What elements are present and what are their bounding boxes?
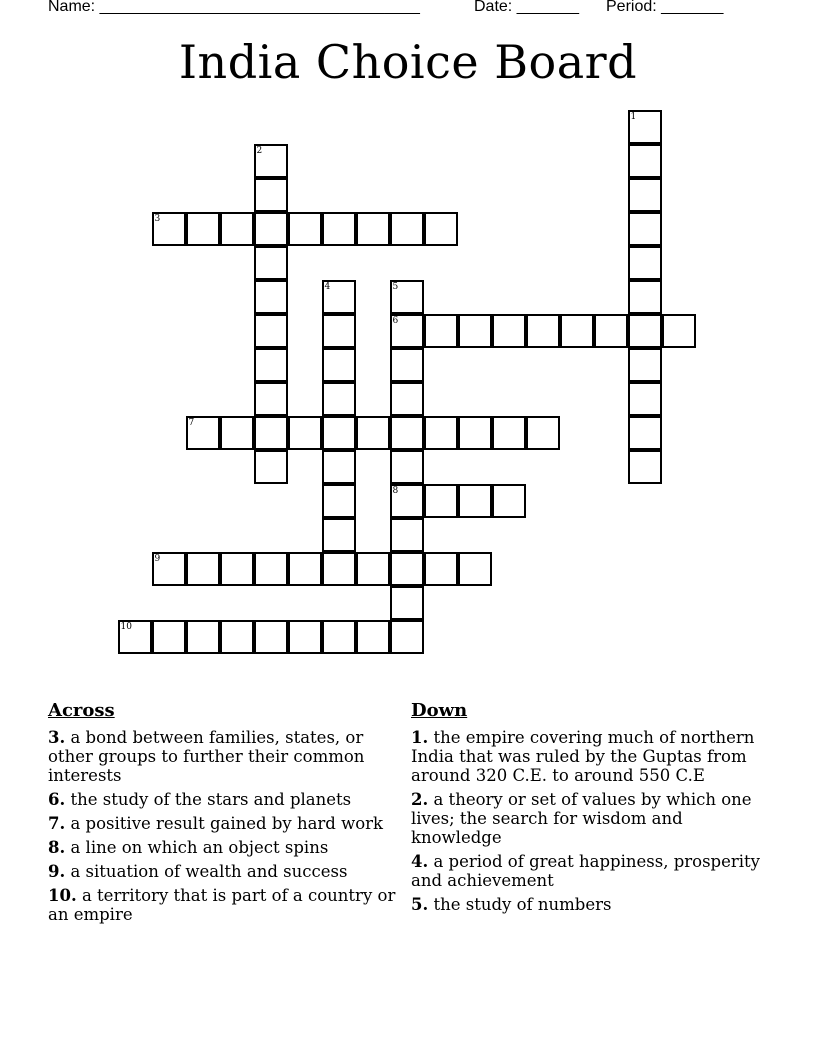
crossword-cell[interactable] bbox=[322, 552, 356, 586]
crossword-cell[interactable] bbox=[288, 212, 322, 246]
clue-number: 9 bbox=[154, 554, 161, 564]
clue-number: 6 bbox=[392, 316, 399, 326]
crossword-cell[interactable] bbox=[220, 552, 254, 586]
crossword-cell[interactable] bbox=[322, 212, 356, 246]
across-heading: Across bbox=[48, 700, 115, 721]
clue-across: 7. a positive result gained by hard work bbox=[48, 814, 384, 833]
clue-across: 8. a line on which an object spins bbox=[48, 838, 329, 857]
crossword-cell[interactable] bbox=[390, 586, 424, 620]
crossword-cell[interactable] bbox=[254, 280, 288, 314]
crossword-cell[interactable] bbox=[390, 518, 424, 552]
down-clues bbox=[411, 700, 776, 919]
clue-number: 4 bbox=[324, 282, 331, 292]
crossword-cell[interactable] bbox=[254, 314, 288, 348]
crossword-cell[interactable] bbox=[254, 348, 288, 382]
clue-down: 1. the empire covering much of northern India that was ruled by the Guptas from around 320 C.E. to around 550 C.E bbox=[411, 728, 755, 785]
crossword-cell[interactable] bbox=[390, 212, 424, 246]
crossword-cell[interactable] bbox=[628, 280, 662, 314]
crossword-cell[interactable] bbox=[560, 314, 594, 348]
clue-across: 3. a bond between families, states, or other groups to further their common interests bbox=[48, 728, 365, 785]
crossword-cell[interactable] bbox=[322, 484, 356, 518]
crossword-cell[interactable] bbox=[152, 212, 186, 246]
down-heading: Down bbox=[411, 700, 468, 721]
name-field-label: Name: ____________________________________ bbox=[48, 0, 420, 15]
clue-down: 5. the study of numbers bbox=[411, 895, 612, 914]
clue-down: 4. a period of great happiness, prosperity and achievement bbox=[411, 852, 760, 890]
clue-number: 7 bbox=[188, 418, 195, 428]
crossword-cell[interactable] bbox=[254, 178, 288, 212]
crossword-cell[interactable] bbox=[322, 450, 356, 484]
crossword-cell[interactable] bbox=[322, 416, 356, 450]
crossword-cell[interactable] bbox=[628, 246, 662, 280]
crossword-cell[interactable] bbox=[152, 620, 186, 654]
crossword-cell[interactable] bbox=[526, 416, 560, 450]
crossword-cell[interactable] bbox=[390, 552, 424, 586]
crossword-cell[interactable] bbox=[492, 314, 526, 348]
crossword-cell[interactable] bbox=[492, 416, 526, 450]
crossword-cell[interactable] bbox=[186, 620, 220, 654]
crossword-cell[interactable] bbox=[220, 212, 254, 246]
crossword-cell[interactable] bbox=[458, 416, 492, 450]
crossword-cell[interactable] bbox=[424, 484, 458, 518]
crossword-cell[interactable] bbox=[628, 144, 662, 178]
crossword-cell[interactable] bbox=[254, 552, 288, 586]
crossword-cell[interactable] bbox=[118, 620, 152, 654]
crossword-cell[interactable] bbox=[356, 212, 390, 246]
date-field-label: Date: _______ bbox=[474, 0, 579, 15]
crossword-cell[interactable] bbox=[254, 382, 288, 416]
clue-down: 2. a theory or set of values by which one lives; the search for wisdom and knowledge bbox=[411, 790, 752, 847]
clue-across: 9. a situation of wealth and success bbox=[48, 862, 348, 881]
page-title: India Choice Board bbox=[178, 35, 638, 89]
crossword-cell[interactable] bbox=[322, 314, 356, 348]
crossword-cell[interactable] bbox=[254, 416, 288, 450]
crossword-cell[interactable] bbox=[628, 178, 662, 212]
crossword-cell[interactable] bbox=[424, 314, 458, 348]
clue-number: 3 bbox=[154, 214, 161, 224]
crossword-cell[interactable] bbox=[424, 416, 458, 450]
crossword-cell[interactable] bbox=[526, 314, 560, 348]
crossword-cell[interactable] bbox=[628, 382, 662, 416]
crossword-cell[interactable] bbox=[288, 552, 322, 586]
crossword-cell[interactable] bbox=[322, 280, 356, 314]
clue-number: 5 bbox=[392, 282, 399, 292]
crossword-cell[interactable] bbox=[220, 620, 254, 654]
crossword-cell[interactable] bbox=[186, 552, 220, 586]
clue-number: 2 bbox=[256, 146, 263, 156]
crossword-cell[interactable] bbox=[628, 212, 662, 246]
crossword-cell[interactable] bbox=[458, 314, 492, 348]
clue-across: 10. a territory that is part of a country or an empire bbox=[48, 886, 396, 924]
crossword-cell[interactable] bbox=[186, 212, 220, 246]
crossword-cell[interactable] bbox=[628, 450, 662, 484]
crossword-cell[interactable] bbox=[220, 416, 254, 450]
crossword-cell[interactable] bbox=[254, 450, 288, 484]
crossword-cell[interactable] bbox=[390, 620, 424, 654]
crossword-cell[interactable] bbox=[356, 552, 390, 586]
clue-number: 10 bbox=[120, 622, 132, 632]
crossword-cell[interactable] bbox=[390, 314, 424, 348]
crossword-cell[interactable] bbox=[458, 552, 492, 586]
crossword-cell[interactable] bbox=[288, 416, 322, 450]
crossword-cell[interactable] bbox=[254, 212, 288, 246]
crossword-cell[interactable] bbox=[356, 416, 390, 450]
crossword-cell[interactable] bbox=[492, 484, 526, 518]
crossword-cell[interactable] bbox=[390, 280, 424, 314]
crossword-cell[interactable] bbox=[254, 620, 288, 654]
crossword-cell[interactable] bbox=[424, 212, 458, 246]
crossword-cell[interactable] bbox=[424, 552, 458, 586]
crossword-cell[interactable] bbox=[628, 348, 662, 382]
crossword-cell[interactable] bbox=[662, 314, 696, 348]
crossword-cell[interactable] bbox=[594, 314, 628, 348]
crossword-cell[interactable] bbox=[186, 416, 220, 450]
crossword-cell[interactable] bbox=[628, 110, 662, 144]
crossword-cell[interactable] bbox=[390, 416, 424, 450]
clue-across: 6. the study of the stars and planets bbox=[48, 790, 352, 809]
period-field-label: Period: _______ bbox=[606, 0, 724, 15]
crossword-cell[interactable] bbox=[254, 246, 288, 280]
crossword-cell[interactable] bbox=[152, 552, 186, 586]
crossword-cell[interactable] bbox=[356, 620, 390, 654]
crossword-cell[interactable] bbox=[390, 382, 424, 416]
crossword-cell[interactable] bbox=[628, 416, 662, 450]
crossword-cell[interactable] bbox=[322, 348, 356, 382]
crossword-cell[interactable] bbox=[390, 484, 424, 518]
crossword-cell[interactable] bbox=[322, 620, 356, 654]
crossword-cell[interactable] bbox=[628, 314, 662, 348]
across-clues bbox=[48, 700, 398, 929]
crossword-cell[interactable] bbox=[390, 450, 424, 484]
crossword-cell[interactable] bbox=[458, 484, 492, 518]
clue-number: 1 bbox=[630, 112, 637, 122]
crossword-cell[interactable] bbox=[288, 620, 322, 654]
crossword-cell[interactable] bbox=[322, 382, 356, 416]
crossword-cell[interactable] bbox=[322, 518, 356, 552]
crossword-cell[interactable] bbox=[254, 144, 288, 178]
clue-number: 8 bbox=[392, 486, 399, 496]
crossword-cell[interactable] bbox=[390, 348, 424, 382]
